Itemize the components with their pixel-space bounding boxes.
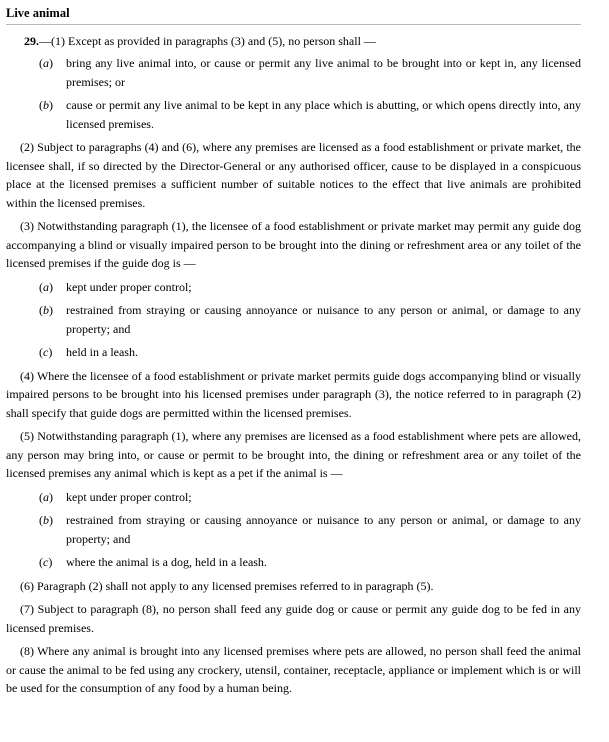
item-text: held in a leash. (66, 345, 138, 359)
list-item (6, 96, 581, 133)
paragraph-3: (3) Notwithstanding paragraph (1), the licensee of a food establishment or private market may permit any guide dog accompanying a blind or visually impaired person to be brought into the dining or refreshment area or any toilet of the licensed premises if the guide dog is — (6, 219, 581, 270)
item-text: restrained from straying or causing annoyance or nuisance to any person or animal, or damage to any property; and (66, 303, 581, 336)
item-label: (a) (39, 489, 53, 504)
list-item (6, 488, 581, 507)
item-label: (a) (39, 279, 53, 294)
list-item (6, 553, 581, 572)
list-item (6, 301, 581, 338)
section-intro (6, 32, 581, 50)
item-text: kept under proper control; (66, 279, 192, 294)
item-text: cause or permit any live animal to be kept in any place which is abutting, or which opens directly into, any licensed premises. (66, 98, 581, 131)
paragraph-8: (8) Where any animal is brought into any licensed premises where pets are allowed, no person shall feed the animal or cause the animal to be fed using any crockery, utensil, container, receptacle, appliance or implement which is or will be used for the consumption of any food by a human being. (6, 644, 581, 695)
list-item (6, 54, 581, 91)
section-heading: Live animal (6, 5, 581, 25)
list-item (6, 511, 581, 548)
item-label: (a) (39, 56, 53, 70)
paragraph-2: (2) Subject to paragraphs (4) and (6), where any premises are licensed as a food establishment or private market, the licensee shall, if so directed by the Director-General or any authorised officer, cause to be displayed in a conspicuous place at the licensed premises a sufficient number of suitable notices to the effect that live animals are prohibited within the licensed premises. (6, 140, 581, 210)
item-text: bring any live animal into, or cause or permit any live animal to be brought into or kept in, any licensed premises; or (66, 56, 581, 89)
regulation-document (6, 5, 581, 703)
list-item (6, 278, 581, 297)
item-text: kept under proper control; (66, 489, 192, 504)
item-label: (b) (39, 303, 53, 317)
item-label: (c) (39, 555, 53, 569)
paragraph-4: (4) Where the licensee of a food establishment or private market permits guide dogs accompanying blind or visually impaired persons to be brought into his licensed premises under paragraph (3), the notice referred to in paragraph (2) shall specify that guide dogs are permitted within the licensed premises. (6, 368, 581, 420)
list-item (6, 343, 581, 362)
paragraph-6: (6) Paragraph (2) shall not apply to any licensed premises referred to in paragraph (5). (20, 578, 434, 593)
section-intro-text: —(1) Except as provided in paragraphs (3) and (5), no person shall — (39, 34, 376, 48)
item-label: (b) (39, 513, 53, 527)
item-text: where the animal is a dog, held in a leash. (66, 555, 267, 569)
item-label: (c) (39, 345, 53, 359)
paragraph-7: (7) Subject to paragraph (8), no person shall feed any guide dog or cause or permit any guide dog to be fed in any licensed premises. (6, 602, 581, 635)
item-text: restrained from straying or causing annoyance or nuisance to any person or animal, or damage to any property; and (66, 513, 581, 546)
paragraph-5: (5) Notwithstanding paragraph (1), where any premises are licensed as a food establishment where pets are allowed, any person may bring into, or cause or permit to be brought into, the dining or refreshment area or any toilet of the licensed premises any animal which is kept as a pet if the animal is — (6, 429, 581, 480)
item-label: (b) (39, 98, 53, 112)
section-number: 29. (24, 34, 39, 48)
